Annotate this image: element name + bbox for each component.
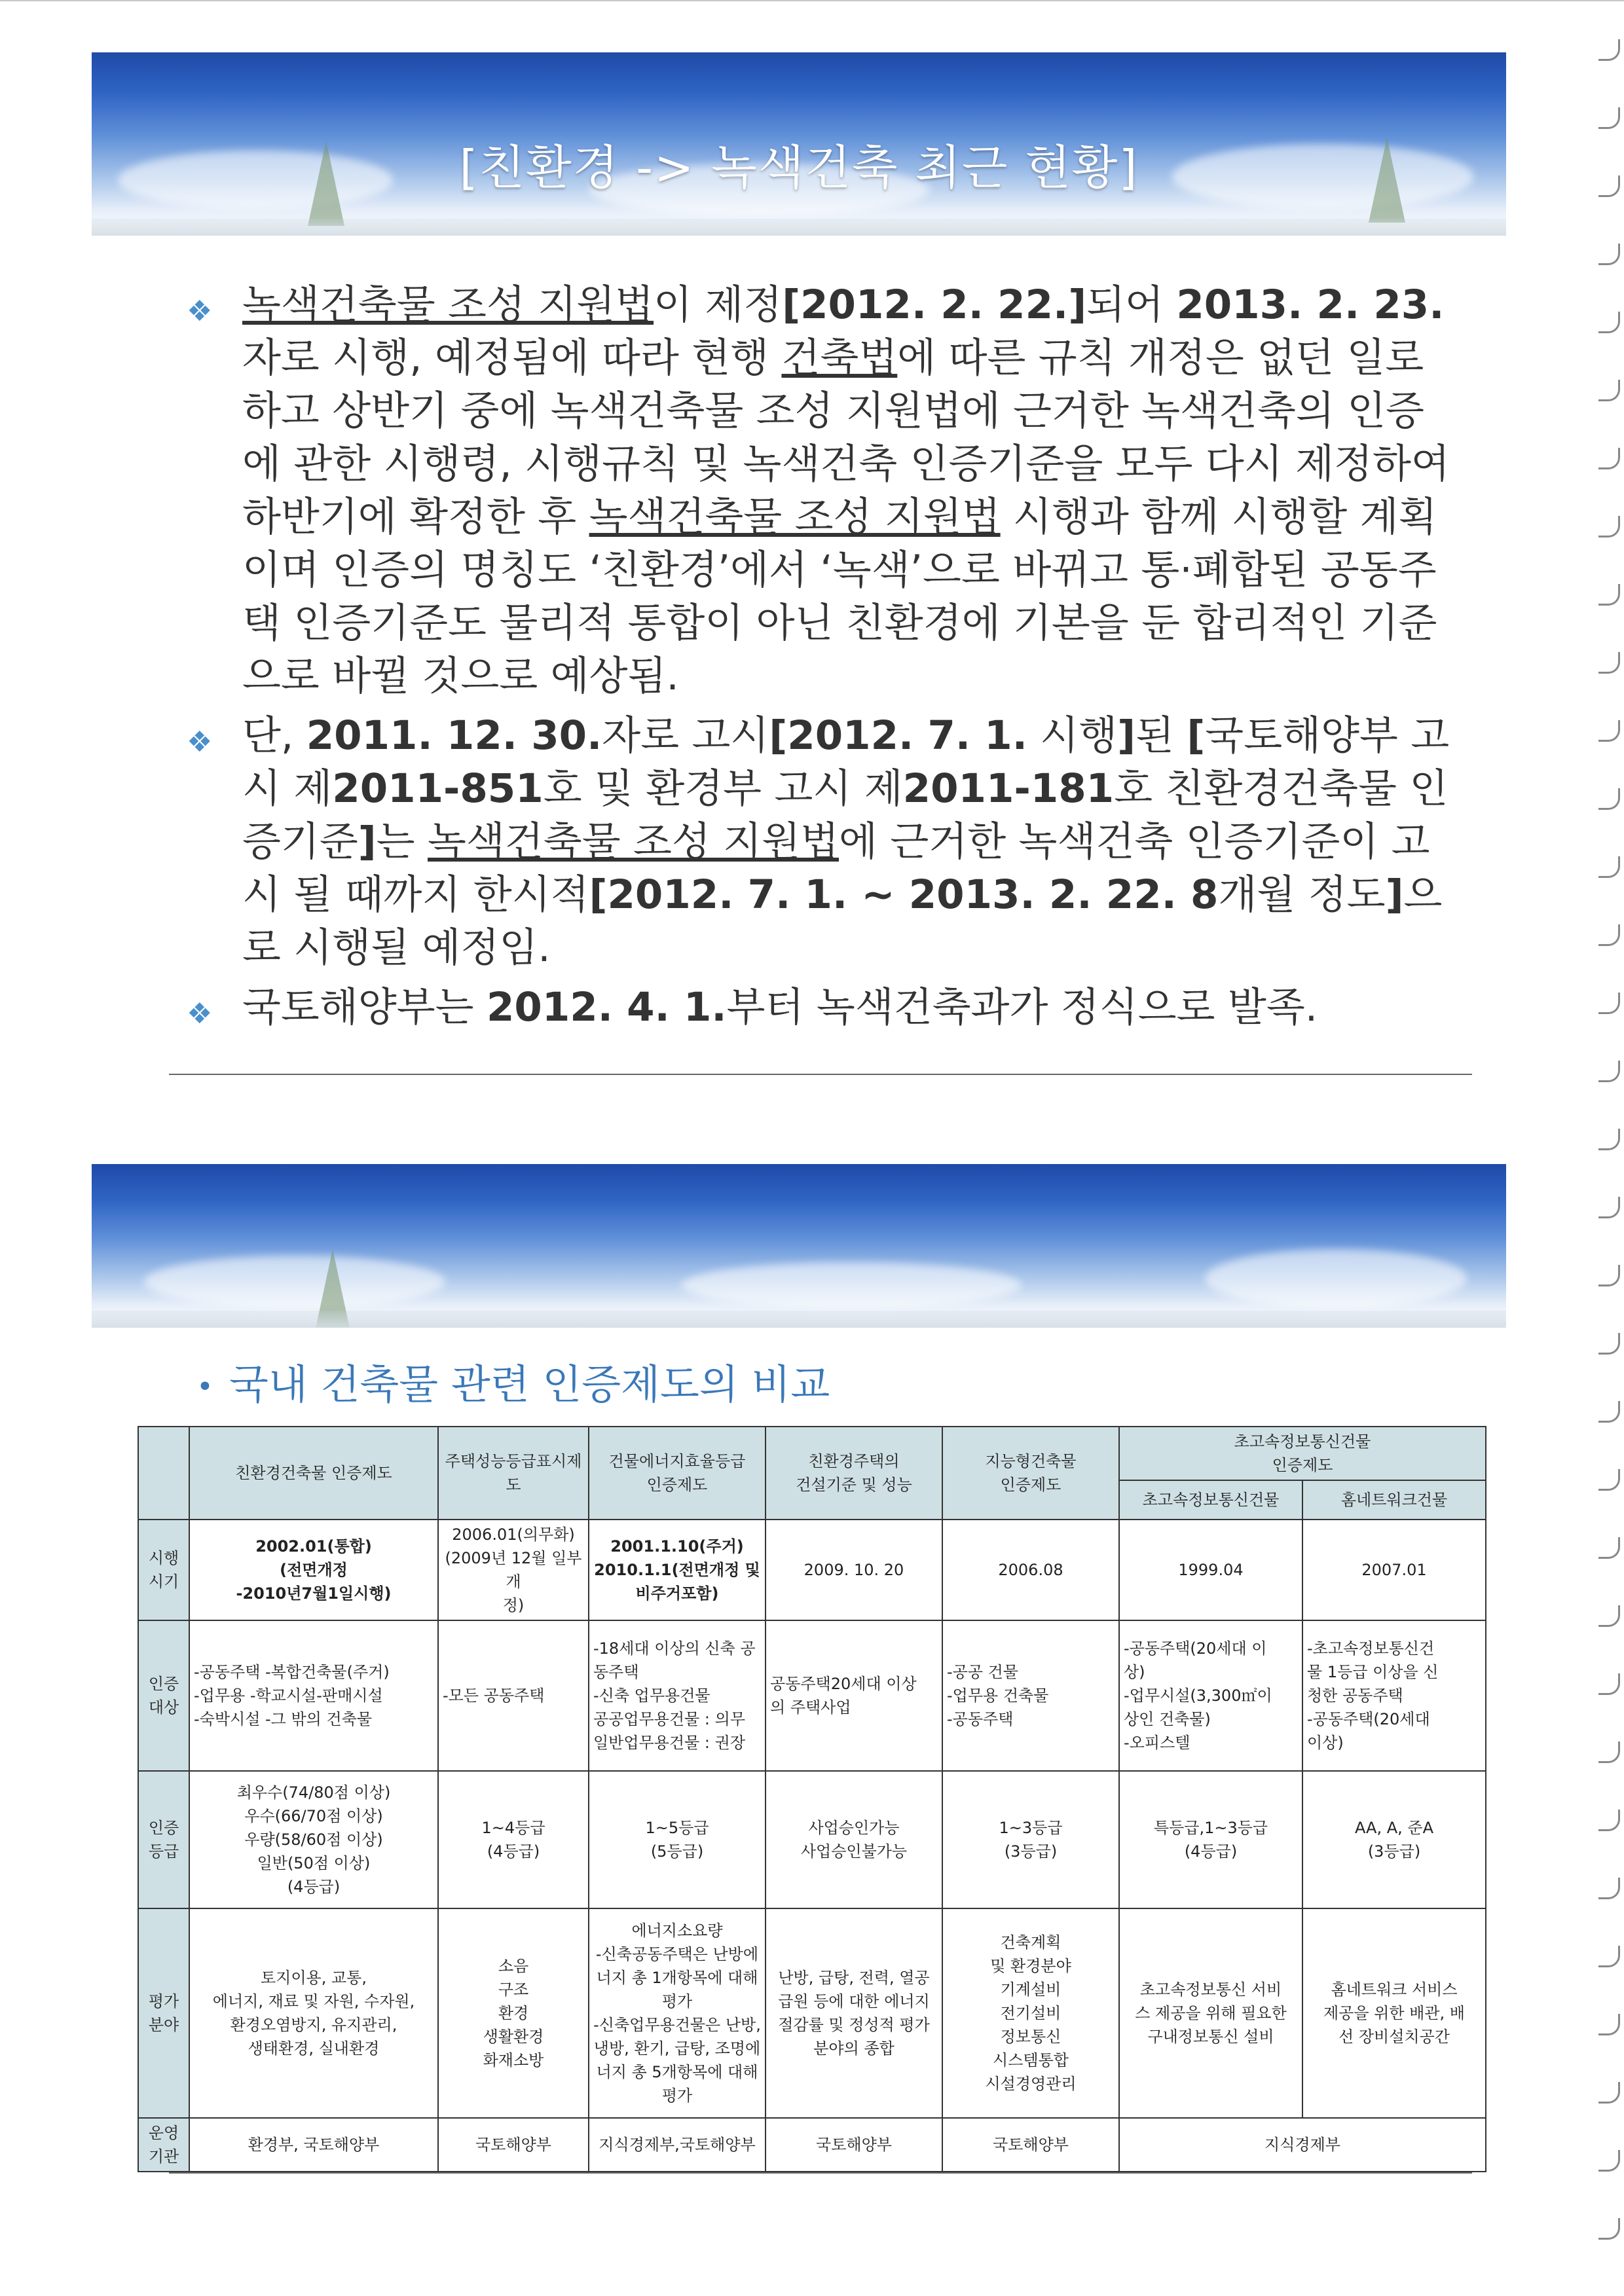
binder-ring [1593,1265,1624,1288]
header-high-speed-info: 초고속정보통신건물 [1119,1480,1302,1520]
table-cell: 특등급,1~3등급 (4등급) [1119,1771,1302,1908]
binder-ring [1593,39,1624,63]
binder-ring [1593,1878,1624,1901]
binder-ring [1593,312,1624,335]
table-cell: 홈네트워크 서비스 제공을 위한 배관, 배 선 장비설치공간 [1302,1908,1486,2118]
table-cell: 1~4등급 (4등급) [438,1771,589,1908]
binder-ring [1593,924,1624,948]
header-home-network: 홈네트워크건물 [1302,1480,1486,1520]
header-energy-efficiency: 건물에너지효율등급 인증제도 [589,1427,766,1520]
table-cell: 2009. 10. 20 [766,1520,942,1620]
table-cell: 국토해양부 [942,2118,1119,2172]
bullet-text: 국토해양부는 2012. 4. 1.부터 녹색건축과가 정식으로 발족. [242,984,1318,1030]
diamond-bullet-icon: ❖ [187,997,213,1030]
row-label: 시행 시기 [138,1520,189,1620]
binder-ring [1593,1061,1624,1084]
bullet-dot-icon: • [196,1370,213,1404]
binder-ring [1593,584,1624,608]
binder-ring [1593,1810,1624,1833]
table-cell: 국토해양부 [438,2118,589,2172]
table-cell: 국토해양부 [766,2118,942,2172]
binder-ring [1593,652,1624,676]
binder-ring [1593,244,1624,267]
table-cell: 2006.01(의무화) (2009년 12월 일부개 정) [438,1520,589,1620]
table-cell: 건축계획 및 환경분야 기계설비 전기설비 정보통신 시스템통합 시설경영관리 [942,1908,1119,2118]
table-cell: 2007.01 [1302,1520,1486,1620]
slide1-bullets [187,278,1450,1038]
table-cell: 1999.04 [1119,1520,1302,1620]
binder-ring [1593,1673,1624,1697]
header-info-comm-building: 초고속정보통신건물 인증제도 [1119,1427,1486,1480]
table-header-row [138,1427,1486,1480]
table-cell: -모든 공동주택 [438,1620,589,1771]
row-label: 인증 등급 [138,1771,189,1908]
row-label: 인증 대상 [138,1620,189,1771]
binder-ring [1593,1129,1624,1152]
table-cell: 환경부, 국토해양부 [189,2118,438,2172]
table-cell: 초고속정보통신 서비 스 제공을 위해 필요한 구내정보통신 설비 [1119,1908,1302,2118]
header-intelligent-building: 지능형건축물 인증제도 [942,1427,1119,1520]
table-cell: -공동주택 -복합건축물(주거) -업무용 -학교시설-판매시설 -숙박시설 -그 밖의 건축물 [189,1620,438,1771]
table-row [138,1520,1486,1620]
binder-ring [1593,2014,1624,2037]
table-cell: 지식경제부,국토해양부 [589,2118,766,2172]
slide2-banner [92,1164,1506,1328]
table-row [138,2118,1486,2172]
subtitle-text: 국내 건축물 관련 인증제도의 비교 [229,1360,830,1408]
binder-ring [1593,1469,1624,1493]
bullet-item [187,278,1450,702]
binder-ring [1593,1946,1624,1969]
header-eco-housing: 친환경주택의 건설기준 및 성능 [766,1427,942,1520]
table-cell: 1~5등급 (5등급) [589,1771,766,1908]
slide2-divider [169,2172,1472,2174]
slide1-divider [169,1074,1472,1075]
table-row [138,1620,1486,1771]
binder-ring [1593,2150,1624,2174]
binder-ring [1593,1741,1624,1765]
slide2-subtitle [196,1352,830,1410]
table-cell: 사업승인가능 사업승인불가능 [766,1771,942,1908]
binder-ring [1593,720,1624,744]
row-label: 평가 분야 [138,1908,189,2118]
binder-ring [1593,175,1624,199]
table-row [138,1771,1486,1908]
binder-ring [1593,2082,1624,2105]
table-cell: 토지이용, 교통, 에너지, 재료 및 자원, 수자원, 환경오염방지, 유지관리, 생태환경, 실내환경 [189,1908,438,2118]
binder-ring [1593,448,1624,471]
binder-ring [1593,516,1624,539]
table-cell: 에너지소요량 -신축공동주택은 난방에 너지 총 1개항목에 대해 평가 -신축업무용건물은 난방, 냉방, 환기, 급탕, 조명에 너지 총 5개항목에 대해 평가 [589,1908,766,2118]
table-cell: 2006.08 [942,1520,1119,1620]
table-cell: 2001.1.10(주거) 2010.1.1(전면개정 및 비주거포함) [589,1520,766,1620]
binder-ring [1593,380,1624,403]
certification-comparison-table [138,1426,1486,2172]
binder-ring [1593,856,1624,880]
binder-ring [1593,1333,1624,1357]
header-green-building: 친환경건축물 인증제도 [189,1427,438,1520]
bullet-text: 녹색건축물 조성 지원법이 제정[2012. 2. 22.]되어 2013. 2. 23.자로 시행, 예정됨에 따라 현행 건축법에 따른 규칙 개정은 없던 일로 하고 상반기 중에 녹색건축물 조성 지원법에 근거한 녹색건축의 인증에 관한 시행령, 시행규칙 및 녹색건축 인증기준을 모두 다시 제정하여 하반기에 확정한 후 녹색건축물 조성 지원법 시행과 함께 시행할 계획이며 인증의 명칭도 ‘친환경’에서 ‘녹색’으로 바뀌고 통·폐합된 공동주택 인증기준도 물리적 통합이 아닌 친환경에 기본을 둔 합리적인 기준으로 바뀔 것으로 예상됨. [242,282,1450,699]
row-label: 운영 기관 [138,2118,189,2172]
binder-ring [1593,993,1624,1016]
bullet-item [187,709,1450,974]
binder-ring [1593,788,1624,812]
binder-ring [1593,1537,1624,1561]
table-cell: 1~3등급 (3등급) [942,1771,1119,1908]
slide1-title: [친환경 -> 녹색건축 최근 현황] [459,140,1139,195]
header-corner [138,1427,189,1520]
table-cell: 지식경제부 [1119,2118,1486,2172]
table-cell: 소음 구조 환경 생활환경 화재소방 [438,1908,589,2118]
binder-ring [1593,2218,1624,2242]
table-cell: -공동주택(20세대 이 상) -업무시설(3,300㎡이 상인 건축물) -오피스텔 [1119,1620,1302,1771]
table-cell: -18세대 이상의 신축 공 동주택 -신축 업무용건물 공공업무용건물 : 의무 일반업무용건물 : 권장 [589,1620,766,1771]
table-cell: 공동주택20세대 이상 의 주택사업 [766,1620,942,1771]
slide1-banner [92,52,1506,236]
header-housing-performance: 주택성능등급표시제도 [438,1427,589,1520]
table-cell: 난방, 급탕, 전력, 열공 급원 등에 대한 에너지 절감률 및 정성적 평가 분야의 종합 [766,1908,942,2118]
page-top-edge [0,0,1624,1]
binder-ring [1593,1401,1624,1425]
table-row [138,1908,1486,2118]
table-cell: -공공 건물 -업무용 건축물 -공동주택 [942,1620,1119,1771]
bullet-text: 단, 2011. 12. 30.자로 고시[2012. 7. 1. 시행]된 [국토해양부 고시 제2011-851호 및 환경부 고시 제2011-181호 친환경건축물 인증기준]는 녹색건축물 조성 지원법에 근거한 녹색건축 인증기준이 고시 될 때까지 한시적[2012. 7. 1. ~ 2013. 2. 22. 8개월 정도]으로 시행될 예정임. [242,712,1450,971]
binder-ring [1593,107,1624,131]
bullet-item [187,981,1450,1034]
binder-ring [1593,1197,1624,1220]
table-cell: 2002.01(통합) (전면개정 -2010년7월1일시행) [189,1520,438,1620]
binder-ring [1593,1605,1624,1629]
table-cell: AA, A, 준A (3등급) [1302,1771,1486,1908]
diamond-bullet-icon: ❖ [187,295,213,328]
diamond-bullet-icon: ❖ [187,725,213,759]
table-cell: -초고속정보통신건 물 1등급 이상을 신 청한 공동주택 -공동주택(20세대 이상) [1302,1620,1486,1771]
table-cell: 최우수(74/80점 이상) 우수(66/70점 이상) 우량(58/60점 이상) 일반(50점 이상) (4등급) [189,1771,438,1908]
